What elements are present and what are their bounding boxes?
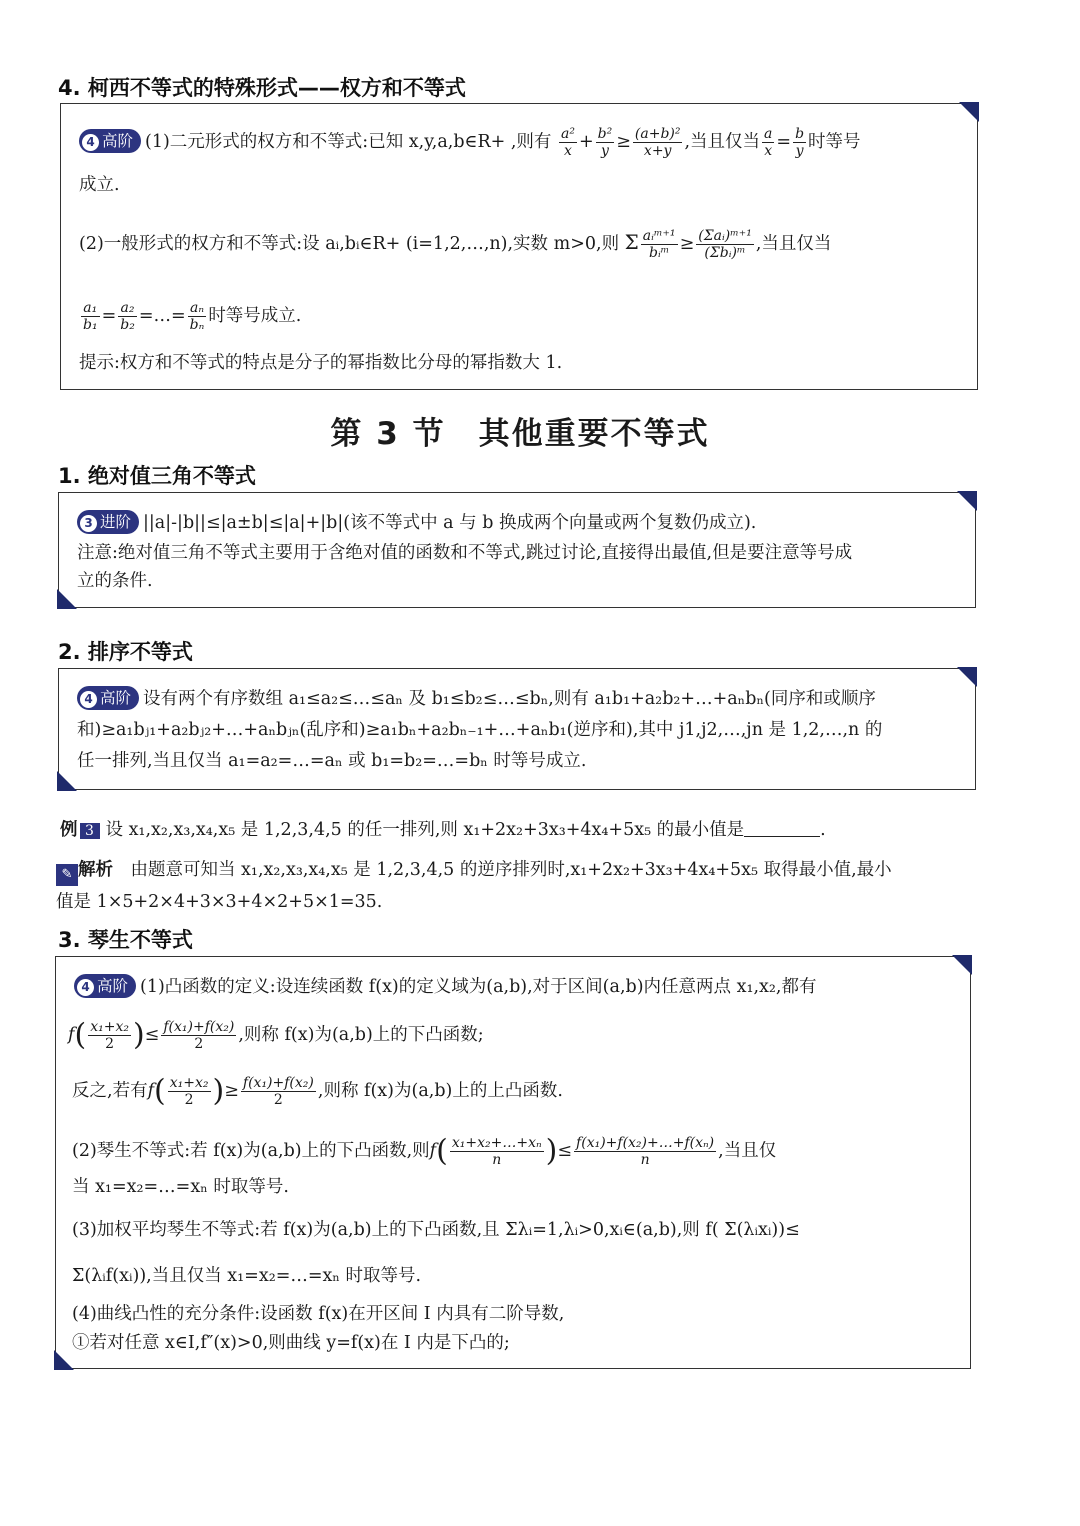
- badge-advanced: 4 高阶: [77, 686, 139, 710]
- corner-decoration: [957, 491, 977, 511]
- box2-line-1: 3 进阶 ||a|-|b||≤|a±b|≤|a|+|b|(该不等式中 a 与 b 换成两个向量或两个复数仍成立).: [77, 510, 756, 534]
- box1-line-1: 4 高阶 (1)二元形式的权方和不等式:已知 x,y,a,b∈R+ ,则有 $\frac{\text{a²}}{x}$ + $\frac{\text{b²}}{y}$ ≥ $\frac{\text{(a+b)²}}{x+y}$ ,当且仅当 $\frac{a}{x}$ = $\frac{b}{y}$ 时等号: [79, 126, 861, 159]
- box2-line-2: 注意:绝对值三角不等式主要用于含绝对值的函数和不等式,跳过讨论,直接得出最值,但是要注意等号成: [77, 543, 853, 563]
- corner-decoration: [54, 1350, 74, 1370]
- box3-line-2: 和)≥a₁bⱼ₁+a₂bⱼ₂+…+aₙbⱼₙ(乱序和)≥a₁bₙ+a₂bₙ₋₁+…+aₙb₁(逆序和),其中 j1,j2,…,jn 是 1,2,…,n 的: [77, 720, 883, 740]
- box3-line-3: 任一排列,当且仅当 a₁=a₂=…=aₙ 或 b₁=b₂=…=bₙ 时等号成立.: [77, 751, 587, 771]
- box4-line-9: ①若对任意 x∈I,f″(x)>0,则曲线 y=f(x)在 I 内是下凸的;: [72, 1333, 510, 1353]
- box4-line-6: (3)加权平均琴生不等式:若 f(x)为(a,b)上的下凸函数,且 Σλᵢ=1,λᵢ>0,xᵢ∈(a,b),则 f( Σ(λᵢxᵢ))≤: [72, 1220, 800, 1240]
- box4-line-2: f( $\frac{\text{x₁+x₂}}{2}$ )≤ $\frac{\text{f(x₁)+f(x₂)}}{2}$ ,则称 f(x)为(a,b)上的下凸函数;: [68, 1017, 484, 1053]
- box1-line-4: $\frac{\text{a₁}}{\text{b₁}}$ = $\frac{\text{a₂}}{\text{b₂}}$ =…= $\frac{\text{aₙ}}{\text{bₙ}}$ 时等号成立.: [83, 300, 302, 333]
- box4-line-4: (2)琴生不等式:若 f(x)为(a,b)上的下凸函数,则f( $\frac{\text{x₁+x₂+…+xₙ}}{n}$ )≤ $\frac{\text{f(x₁)+f(x₂)+…+f(xₙ)}}{n}$ ,当且仅: [72, 1133, 777, 1169]
- badge-progress: 3 进阶: [77, 510, 139, 534]
- chapter-title: 第 3 节 其他重要不等式: [330, 416, 710, 452]
- corner-decoration: [957, 667, 977, 687]
- corner-decoration: [952, 955, 972, 975]
- corner-decoration: [57, 771, 77, 791]
- corner-decoration: [57, 589, 77, 609]
- section-title-weighted-power-mean: 4. 柯西不等式的特殊形式——权方和不等式: [58, 76, 466, 100]
- theorem-box-absolute: [58, 492, 976, 608]
- box3-line-1: 4 高阶 设有两个有序数组 a₁≤a₂≤…≤aₙ 及 b₁≤b₂≤…≤bₙ,则有 a₁b₁+a₂b₂+…+aₙbₙ(同序和或顺序: [77, 686, 876, 710]
- box1-line-2: 成立.: [79, 175, 120, 195]
- badge-advanced: 4 高阶: [79, 129, 141, 153]
- box2-line-3: 立的条件.: [77, 571, 153, 591]
- solution-line-1: ✎ 解析 由题意可知当 x₁,x₂,x₃,x₄,x₅ 是 1,2,3,4,5 的逆序排列时,x₁+2x₂+3x₃+4x₄+5x₅ 取得最小值,最小: [56, 856, 892, 886]
- theorem-box-power-sum: [60, 103, 978, 390]
- theorem-box-jensen: [55, 956, 971, 1369]
- box4-line-7: Σ(λᵢf(xᵢ)),当且仅当 x₁=x₂=…=xₙ 时取等号.: [72, 1266, 422, 1286]
- box4-line-1: 4 高阶 (1)凸函数的定义:设连续函数 f(x)的定义域为(a,b),对于区间(a,b)内任意两点 x₁,x₂,都有: [74, 974, 817, 998]
- example-question: 例 3 设 x₁,x₂,x₃,x₄,x₅ 是 1,2,3,4,5 的任一排列,则 x₁+2x₂+3x₃+4x₄+5x₅ 的最小值是 .: [60, 820, 826, 840]
- corner-decoration: [959, 102, 979, 122]
- theorem-box-rearrangement: [58, 668, 976, 790]
- box1-line-3: (2)一般形式的权方和不等式:设 aᵢ,bᵢ∈R+ (i=1,2,…,n),实数 m>0,则 Σ $\frac{\text{aᵢᵐ⁺¹}}{\text{bᵢᵐ}}$ ≥ $\frac{\text{(Σaᵢ)ᵐ⁺¹}}{\text{(Σbᵢ)ᵐ}}$ ,当且仅当: [79, 228, 832, 261]
- badge-advanced: 4 高阶: [74, 974, 136, 998]
- section-title-jensen: 3. 琴生不等式: [58, 928, 193, 952]
- solution-line-2: 值是 1×5+2×4+3×3+4×2+5×1=35.: [56, 892, 383, 912]
- example-number: 3: [80, 823, 100, 839]
- section-title-rearrangement: 2. 排序不等式: [58, 640, 193, 664]
- box4-line-3: 反之,若有f( $\frac{\text{x₁+x₂}}{2}$ )≥ $\frac{\text{f(x₁)+f(x₂)}}{2}$ ,则称 f(x)为(a,b)上的上凸函数.: [72, 1073, 563, 1109]
- box4-line-8: (4)曲线凸性的充分条件:设函数 f(x)在开区间 I 内具有二阶导数,: [72, 1304, 565, 1324]
- box4-line-5: 当 x₁=x₂=…=xₙ 时取等号.: [72, 1177, 289, 1197]
- section-title-absolute-triangle: 1. 绝对值三角不等式: [58, 464, 256, 488]
- solution-icon: ✎: [56, 864, 78, 886]
- box1-hint: 提示:权方和不等式的特点是分子的幂指数比分母的幂指数大 1.: [79, 353, 563, 373]
- answer-blank: [744, 820, 820, 837]
